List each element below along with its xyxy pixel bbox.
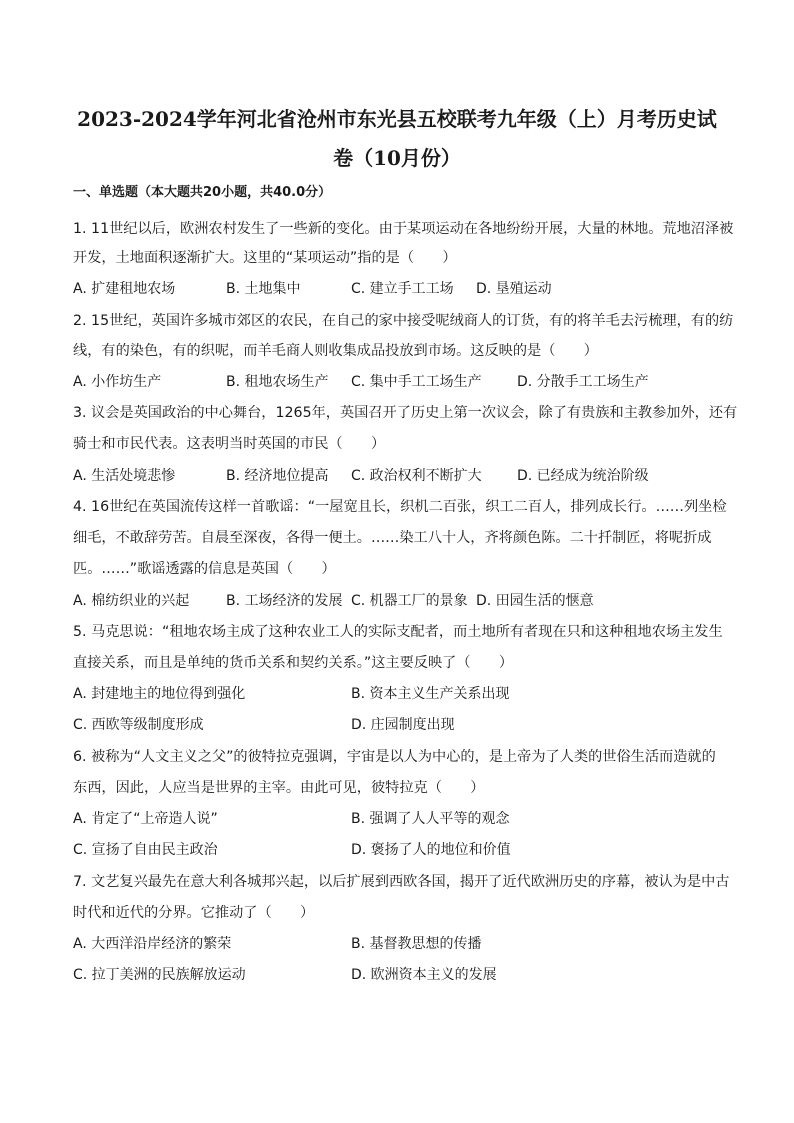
question-4-text-line-3: 匹。……”歌谣透露的信息是英国（ ） — [73, 561, 336, 577]
question-1-option-c: C. 建立手工工场 — [351, 281, 454, 297]
question-5-option-c: C. 西欧等级制度形成 — [73, 717, 204, 733]
question-5-option-a: A. 封建地主的地位得到强化 — [73, 686, 246, 702]
question-3-option-d: D. 已经成为统治阶级 — [517, 468, 649, 484]
question-6-option-c: C. 宣扬了自由民主政治 — [73, 842, 218, 858]
question-1-option-a: A. 扩建租地农场 — [73, 281, 176, 297]
question-3-option-c: C. 政治权利不断扩大 — [351, 468, 482, 484]
question-3-text-line-1: 3. 议会是英国政治的中心舞台，1265年，英国召开了历史上第一次议会，除了有贵族和主教参加外，还有 — [73, 405, 738, 421]
question-5-text-line-1: 5. 马克思说：“租地农场主成了这种农业工人的实际支配者，而土地所有者现在只和这种租地农场主发生 — [73, 624, 723, 640]
question-7-option-d: D. 欧洲资本主义的发展 — [351, 967, 497, 983]
question-6-option-a: A. 肯定了“上帝造人说” — [73, 811, 218, 827]
question-2-text-line-2: 线，有的染色，有的织呢，而羊毛商人则收集成品投放到市场。这反映的是（ ） — [73, 343, 598, 359]
question-4-text-line-1: 4. 16世纪在英国流传这样一首歌谣：“一屋宽且长，织机二百张，织工二百人，排列成长行。……列坐检 — [73, 499, 727, 515]
question-7-option-b: B. 基督教思想的传播 — [351, 936, 482, 952]
question-3-option-a: A. 生活处境悲惨 — [73, 468, 176, 484]
question-3-option-b: B. 经济地位提高 — [226, 468, 329, 484]
question-7-option-c: C. 拉丁美洲的民族解放运动 — [73, 967, 246, 983]
question-1-option-b: B. 土地集中 — [226, 281, 301, 297]
question-5-text-line-2: 直接关系，而且是单纯的货币关系和契约关系。”这主要反映了（ ） — [73, 655, 514, 671]
question-2-option-c: C. 集中手工工场生产 — [351, 374, 482, 390]
question-1-text-line-2: 开发，土地面积逐渐扩大。这里的“某项运动”指的是（ ） — [73, 250, 457, 266]
question-6-text-line-2: 东西，因此，人应当是世界的主宰。由此可见，彼特拉克（ ） — [73, 780, 485, 796]
question-7-option-a: A. 大西洋沿岸经济的繁荣 — [73, 936, 232, 952]
question-4-option-a: A. 棉纺织业的兴起 — [73, 593, 190, 609]
question-1-option-d: D. 垦殖运动 — [476, 281, 552, 297]
question-6-option-b: B. 强调了人人平等的观念 — [351, 811, 510, 827]
question-6-option-d: D. 褒扬了人的地位和价值 — [351, 842, 511, 858]
section-heading: 一、单选题（本大题共20小题，共40.0分） — [73, 185, 332, 200]
question-2-option-d: D. 分散手工工场生产 — [517, 374, 649, 390]
question-4-text-line-2: 细毛，不敢辞劳苦。自晨至深夜，各得一便土。……染工八十人，齐将颜色陈。二十扦制匠，将呢折成 — [73, 530, 712, 546]
question-3-text-line-2: 骑士和市民代表。这表明当时英国的市民（ ） — [73, 436, 386, 452]
question-1-text-line-1: 1. 11世纪以后，欧洲农村发生了一些新的变化。由于某项运动在各地纷纷开展，大量的林地。荒地沼泽被 — [73, 221, 734, 237]
question-4-option-d: D. 田园生活的惬意 — [476, 593, 594, 609]
question-2-option-b: B. 租地农场生产 — [226, 374, 329, 390]
question-6-text-line-1: 6. 被称为“人文主义之父”的彼特拉克强调，宇宙是以人为中心的，是上帝为了人类的世俗生活而造就的 — [73, 749, 716, 765]
question-5-option-d: D. 庄园制度出现 — [351, 717, 455, 733]
question-4-option-b: B. 工场经济的发展 — [226, 593, 343, 609]
question-7-text-line-1: 7. 文艺复兴最先在意大利各城邦兴起，以后扩展到西欧各国，揭开了近代欧洲历史的序幕，被认为是中古 — [73, 874, 730, 890]
exam-title-line-2: 卷（10月份） — [333, 146, 461, 170]
question-2-option-a: A. 小作坊生产 — [73, 374, 162, 390]
question-2-text-line-1: 2. 15世纪，英国许多城市郊区的农民，在自己的家中接受呢绒商人的订货，有的将羊毛去污梳理，有的纺 — [73, 313, 734, 329]
question-4-option-c: C. 机器工厂的景象 — [351, 593, 468, 609]
exam-title-line-1: 2023-2024学年河北省沧州市东光县五校联考九年级（上）月考历史试 — [77, 107, 717, 131]
question-5-option-b: B. 资本主义生产关系出现 — [351, 686, 510, 702]
question-7-text-line-2: 时代和近代的分界。它推动了（ ） — [73, 905, 315, 921]
